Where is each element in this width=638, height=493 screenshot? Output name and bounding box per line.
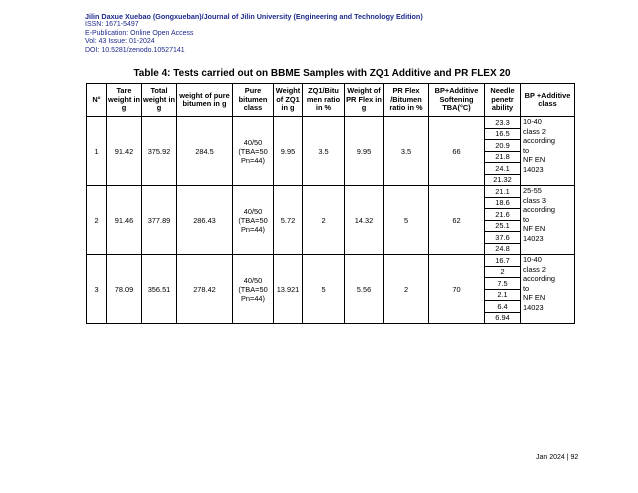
needle-value: 18.6 [485,197,521,209]
table-cell-prflex-ratio: 3.5 [384,117,429,186]
col-header: Needle penetr ability [485,84,521,117]
bp-class-line: 14023 [523,164,544,174]
table-cell-softening: 62 [429,186,485,255]
needle-value: 2 [485,266,521,278]
table-cell-zq1: 5.72 [274,186,303,255]
table-cell-prflex: 5.56 [345,255,384,324]
bp-class-line: 25-55 [523,186,542,195]
col-header: N° [87,84,107,117]
table-cell-tare: 91.42 [107,117,142,186]
table-cell-softening: 66 [429,117,485,186]
table-cell-class: 40/50 (TBA=50 Pn=44) [233,255,274,324]
table-cell-zq1-ratio: 3.5 [303,117,345,186]
bp-class-line: 10-40 [523,255,542,264]
table-cell-n: 3 [87,255,107,324]
journal-header [85,12,423,55]
bp-class-line: according [523,136,556,145]
col-header: Tare weight in g [107,84,142,117]
bp-additive-class [521,117,575,186]
col-header: BP+Additive Softening TBA(°C) [429,84,485,117]
bp-class-line: 14023 [523,233,544,243]
col-header: weight of pure bitumen in g [177,84,233,117]
page-footer: Jan 2024 | 92 [536,454,579,461]
table-cell-prflex-ratio: 5 [384,186,429,255]
bp-class-line: class 2 [523,126,547,136]
table-cell-zq1-ratio: 5 [303,255,345,324]
table-row [87,255,575,267]
table-title: Table 4: Tests carried out on BBME Samples with ZQ1 Additive and PR FLEX 20 [133,68,511,79]
table-cell-zq1-ratio: 2 [303,186,345,255]
col-header: Weight of ZQ1 in g [274,84,303,117]
bp-class-line: class 2 [523,264,547,274]
needle-value: 24.8 [485,243,521,255]
bp-class-line: NF EN [523,293,546,302]
table-cell-total: 356.51 [142,255,177,324]
col-header: Pure bitumen class [233,84,274,117]
table-cell-total: 377.89 [142,186,177,255]
volume-issue: Vol: 43 Issue: 01-2024 [85,38,155,46]
bp-class-line: to [523,145,530,155]
table-cell-tare: 91.46 [107,186,142,255]
bp-class-line: NF EN [523,224,546,233]
table-cell-n: 1 [87,117,107,186]
tests-table [86,83,575,324]
table-cell-zq1: 13.921 [274,255,303,324]
issn: ISSN: 1671-5497 [85,21,139,28]
needle-value: 6.94 [485,312,521,324]
col-header: Total weight in g [142,84,177,117]
table-cell-pure: 286.43 [177,186,233,255]
col-header: BP +Additive class [521,84,575,117]
table-cell-prflex: 9.95 [345,117,384,186]
needle-value: 21.1 [485,186,521,198]
needle-value: 37.6 [485,232,521,244]
needle-value: 20.9 [485,140,521,152]
table-cell-class: 40/50 (TBA=50 Pn=44) [233,186,274,255]
needle-value: 25.1 [485,220,521,232]
bp-class-line: 14023 [523,302,544,312]
col-header: ZQ1/Bitu men ratio in % [303,84,345,117]
bp-additive-class [521,186,575,255]
table-cell-n: 2 [87,186,107,255]
table-cell-prflex: 14.32 [345,186,384,255]
table-header-row [87,84,575,117]
bp-class-line: NF EN [523,155,546,164]
table-row [87,186,575,198]
bp-class-line: according [523,274,556,283]
bp-class-line: to [523,283,530,293]
needle-value: 7.5 [485,278,521,290]
needle-value: 24.1 [485,163,521,175]
needle-value: 21.6 [485,209,521,221]
table-row [87,117,575,129]
table-cell-zq1: 9.95 [274,117,303,186]
needle-value: 21.8 [485,151,521,163]
publication-info: E-Publication: Online Open Access [85,29,194,37]
table-cell-softening: 70 [429,255,485,324]
bp-class-line: to [523,214,530,224]
journal-title: Jilin Daxue Xuebao (Gongxueban)/Journal of Jilin University (Engineering and Technology Edition) [85,12,423,21]
table-cell-prflex-ratio: 2 [384,255,429,324]
needle-value: 23.3 [485,117,521,129]
bp-additive-class [521,255,575,324]
needle-value: 16.7 [485,255,521,267]
table-cell-tare: 78.09 [107,255,142,324]
col-header: Weight of PR Flex in g [345,84,384,117]
table-cell-class: 40/50 (TBA=50 Pn=44) [233,117,274,186]
bp-class-line: according [523,205,556,214]
bp-class-line: class 3 [523,195,547,205]
table-cell-total: 375.92 [142,117,177,186]
doi: DOI: 10.5281/zenodo.10527141 [85,46,185,54]
col-header: PR Flex /Bitumen ratio in % [384,84,429,117]
bp-class-line: 10-40 [523,117,542,126]
needle-value: 6.4 [485,301,521,313]
needle-value: 21.32 [485,174,521,186]
needle-value: 16.5 [485,128,521,140]
needle-value: 2.1 [485,289,521,301]
table-cell-pure: 284.5 [177,117,233,186]
table-cell-pure: 278.42 [177,255,233,324]
